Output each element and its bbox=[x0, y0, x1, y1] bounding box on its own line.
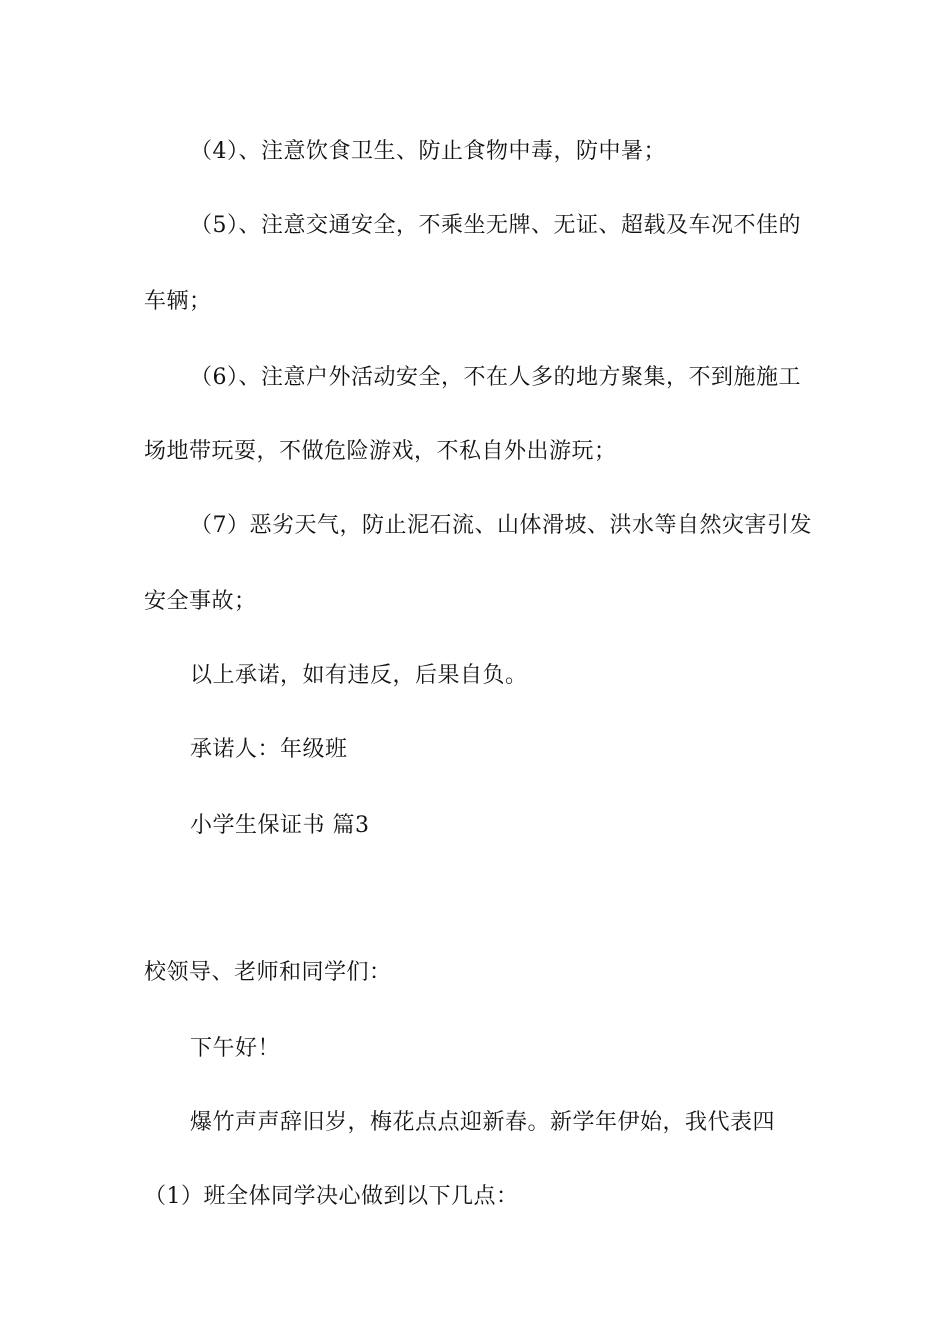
greeting: 下午好！ bbox=[190, 1036, 281, 1061]
item-6-text-line1: （6）、注意户外活动安全，不在人多的地方聚集，不到施施工 bbox=[190, 365, 801, 390]
item-7-text-line2: 安全事故； bbox=[144, 589, 257, 614]
section-title: 小学生保证书 篇3 bbox=[190, 813, 370, 838]
body-paragraph-line1: 爆竹声声辞旧岁，梅花点点迎新春。新学年伊始，我代表四 bbox=[190, 1110, 776, 1135]
item-5-text-line2: 车辆； bbox=[144, 289, 212, 314]
item-7-text-line1: （7）恶劣天气，防止泥石流、山体滑坡、洪水等自然灾害引发 bbox=[190, 513, 812, 538]
item-4-text: （4）、注意饮食卫生、防止食物中毒，防中暑； bbox=[190, 139, 666, 164]
item-5-text-line1: （5）、注意交通安全，不乘坐无牌、无证、超载及车况不佳的 bbox=[190, 213, 801, 238]
item-6-text-line2: 场地带玩耍，不做危险游戏，不私自外出游玩； bbox=[144, 439, 617, 464]
salutation: 校领导、老师和同学们： bbox=[144, 960, 392, 985]
pledge-statement: 以上承诺，如有违反，后果自负。 bbox=[190, 663, 528, 688]
body-paragraph-line2: （1）班全体同学决心做到以下几点： bbox=[144, 1184, 519, 1209]
pledger-line: 承诺人：年级班 bbox=[190, 737, 348, 762]
